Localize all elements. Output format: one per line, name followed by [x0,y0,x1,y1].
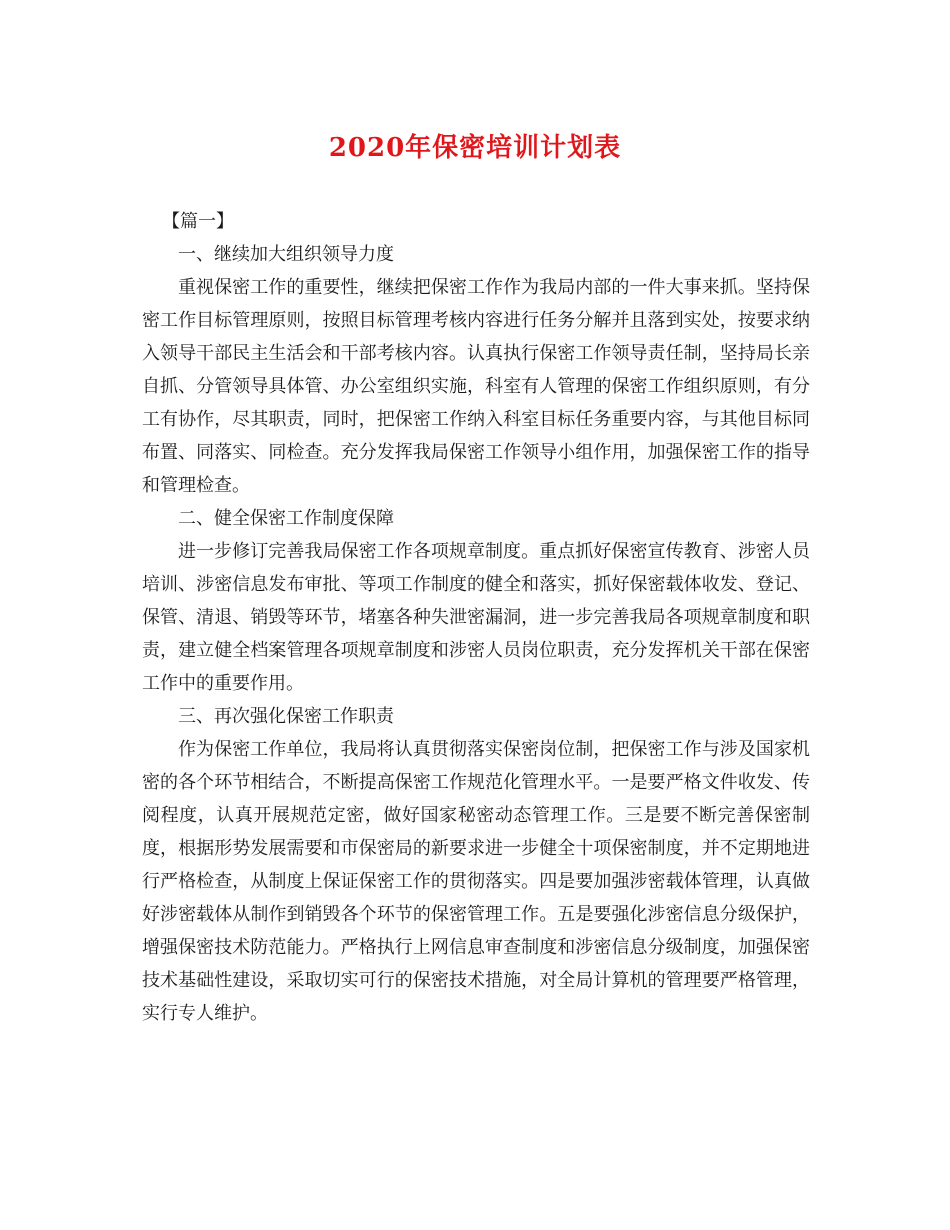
document-body [142,205,810,1030]
paragraph-1: 重视保密工作的重要性，继续把保密工作作为我局内部的一件大事来抓。坚持保密工作目标管理原则，按照目标管理考核内容进行任务分解并且落到实处，按要求纳入领导干部民主生活会和干部考核内容。认真执行保密工作领导责任制，坚持局长亲自抓、分管领导具体管、办公室组织实施，科室有人管理的保密工作组织原则，有分工有协作，尽其职责，同时，把保密工作纳入科室目标任务重要内容，与其他目标同布置、同落实、同检查。充分发挥我局保密工作领导小组作用，加强保密工作的指导和管理检查。 [142,277,810,496]
section-heading-1: 一、继续加大组织领导力度 [178,244,394,265]
section-heading-2: 二、健全保密工作制度保障 [178,508,394,529]
paragraph-3: 作为保密工作单位，我局将认真贯彻落实保密岗位制，把保密工作与涉及国家机密的各个环节相结合，不断提高保密工作规范化管理水平。一是要严格文件收发、传阅程度，认真开展规范定密，做好国家秘密动态管理工作。三是要不断完善保密制度，根据形势发展需要和市保密局的新要求进一步健全十项保密制度，并不定期地进行严格检查，从制度上保证保密工作的贯彻落实。四是要加强涉密载体管理，认真做好涉密载体从制作到销毁各个环节的保密管理工作。五是要强化涉密信息分级保护，增强保密技术防范能力。严格执行上网信息审查制度和涉密信息分级制度，加强保密技术基础性建设，采取切实可行的保密技术措施，对全局计算机的管理要严格管理，实行专人维护。 [142,739,810,1024]
paragraph-2: 进一步修订完善我局保密工作各项规章制度。重点抓好保密宣传教育、涉密人员培训、涉密信息发布审批、等项工作制度的健全和落实，抓好保密载体收发、登记、保管、清退、销毁等环节，堵塞各种失泄密漏洞，进一步完善我局各项规章制度和职责，建立健全档案管理各项规章制度和涉密人员岗位职责，充分发挥机关干部在保密工作中的重要作用。 [142,541,810,694]
document-title: 2020年保密培训计划表 [328,133,622,163]
section-heading-3: 三、再次强化保密工作职责 [178,706,394,727]
section-tag: 【篇一】 [162,211,234,232]
